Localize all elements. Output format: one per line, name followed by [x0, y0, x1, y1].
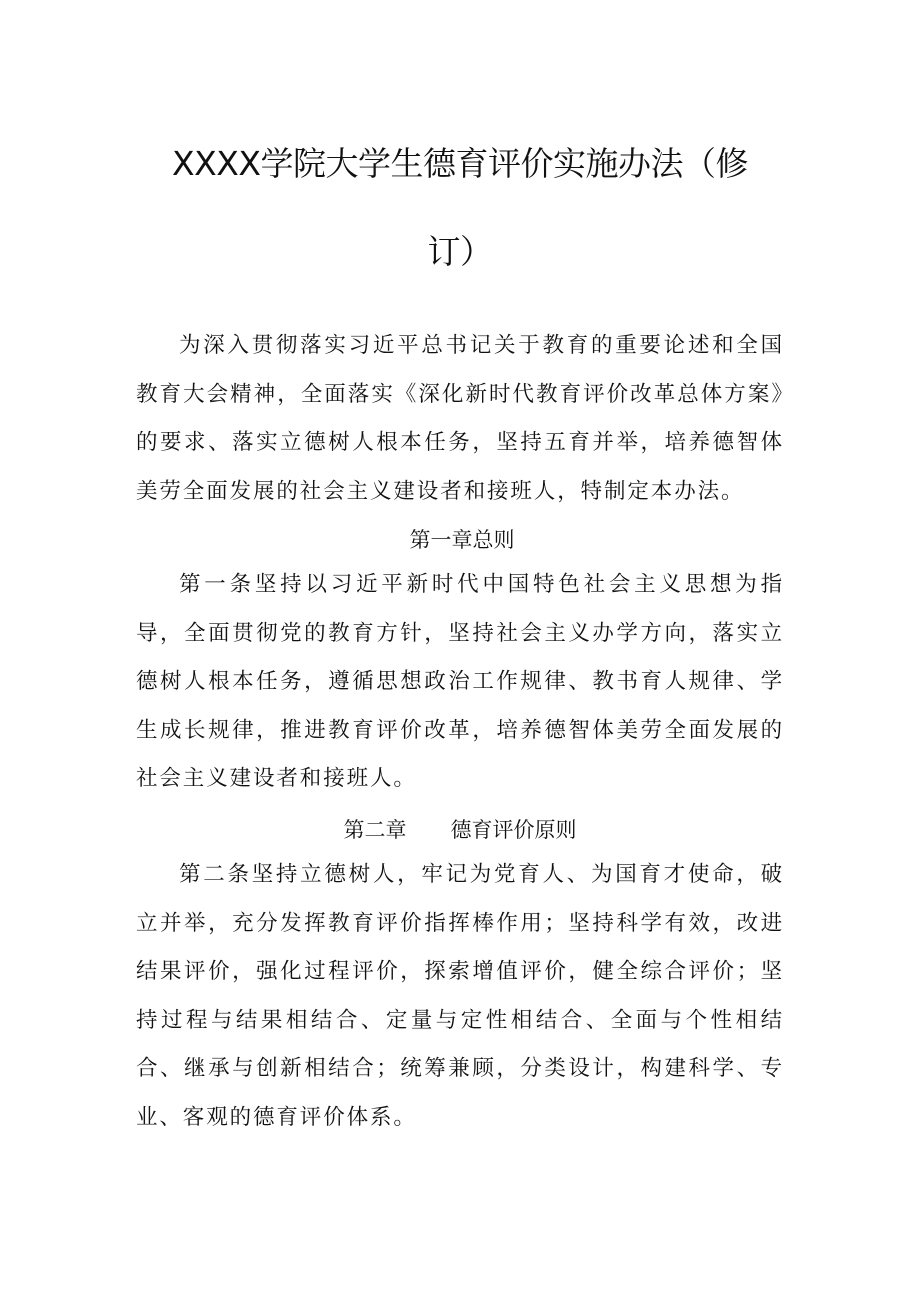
intro-paragraph: 为深入贯彻落实习近平总书记关于教育的重要论述和全国教育大会精神，全面落实《深化新时代教育评价改革总体方案》的要求、落实立德树人根本任务，坚持五育并举，培养德智体美劳全面发展的社会主义建设者和接班人，特制定本办法。	[136, 333, 784, 504]
chapter-2-number: 第二章	[343, 818, 407, 842]
document-title-line-1: XXXX学院大学生德育评价实施办法（修	[172, 144, 748, 183]
article-2-paragraph: 第二条坚持立德树人，牢记为党育人、为国育才使命，破立并举，充分发挥教育评价指挥棒作用；坚持科学有效，改进结果评价，强化过程评价，探索增值评价，健全综合评价；坚持过程与结果相结合、定量与定性相结合、全面与个性相结合、继承与创新相结合；统筹兼顾，分类设计，构建科学、专业、客观的德育评价体系。	[136, 862, 784, 1130]
chapter-2-heading	[0, 814, 920, 844]
document-title-line-2: 订）	[427, 232, 493, 271]
chapter-2-title: 德育评价原则	[450, 818, 577, 842]
chapter-1-heading: 第一章总则	[409, 528, 515, 552]
article-1-paragraph: 第一条坚持以习近平新时代中国特色社会主义思想为指导，全面贯彻党的教育方针，坚持社会主义办学方向，落实立德树人根本任务，遵循思想政治工作规律、教书育人规律、学生成长规律，推进教育评价改革，培养德智体美劳全面发展的社会主义建设者和接班人。	[136, 572, 784, 792]
